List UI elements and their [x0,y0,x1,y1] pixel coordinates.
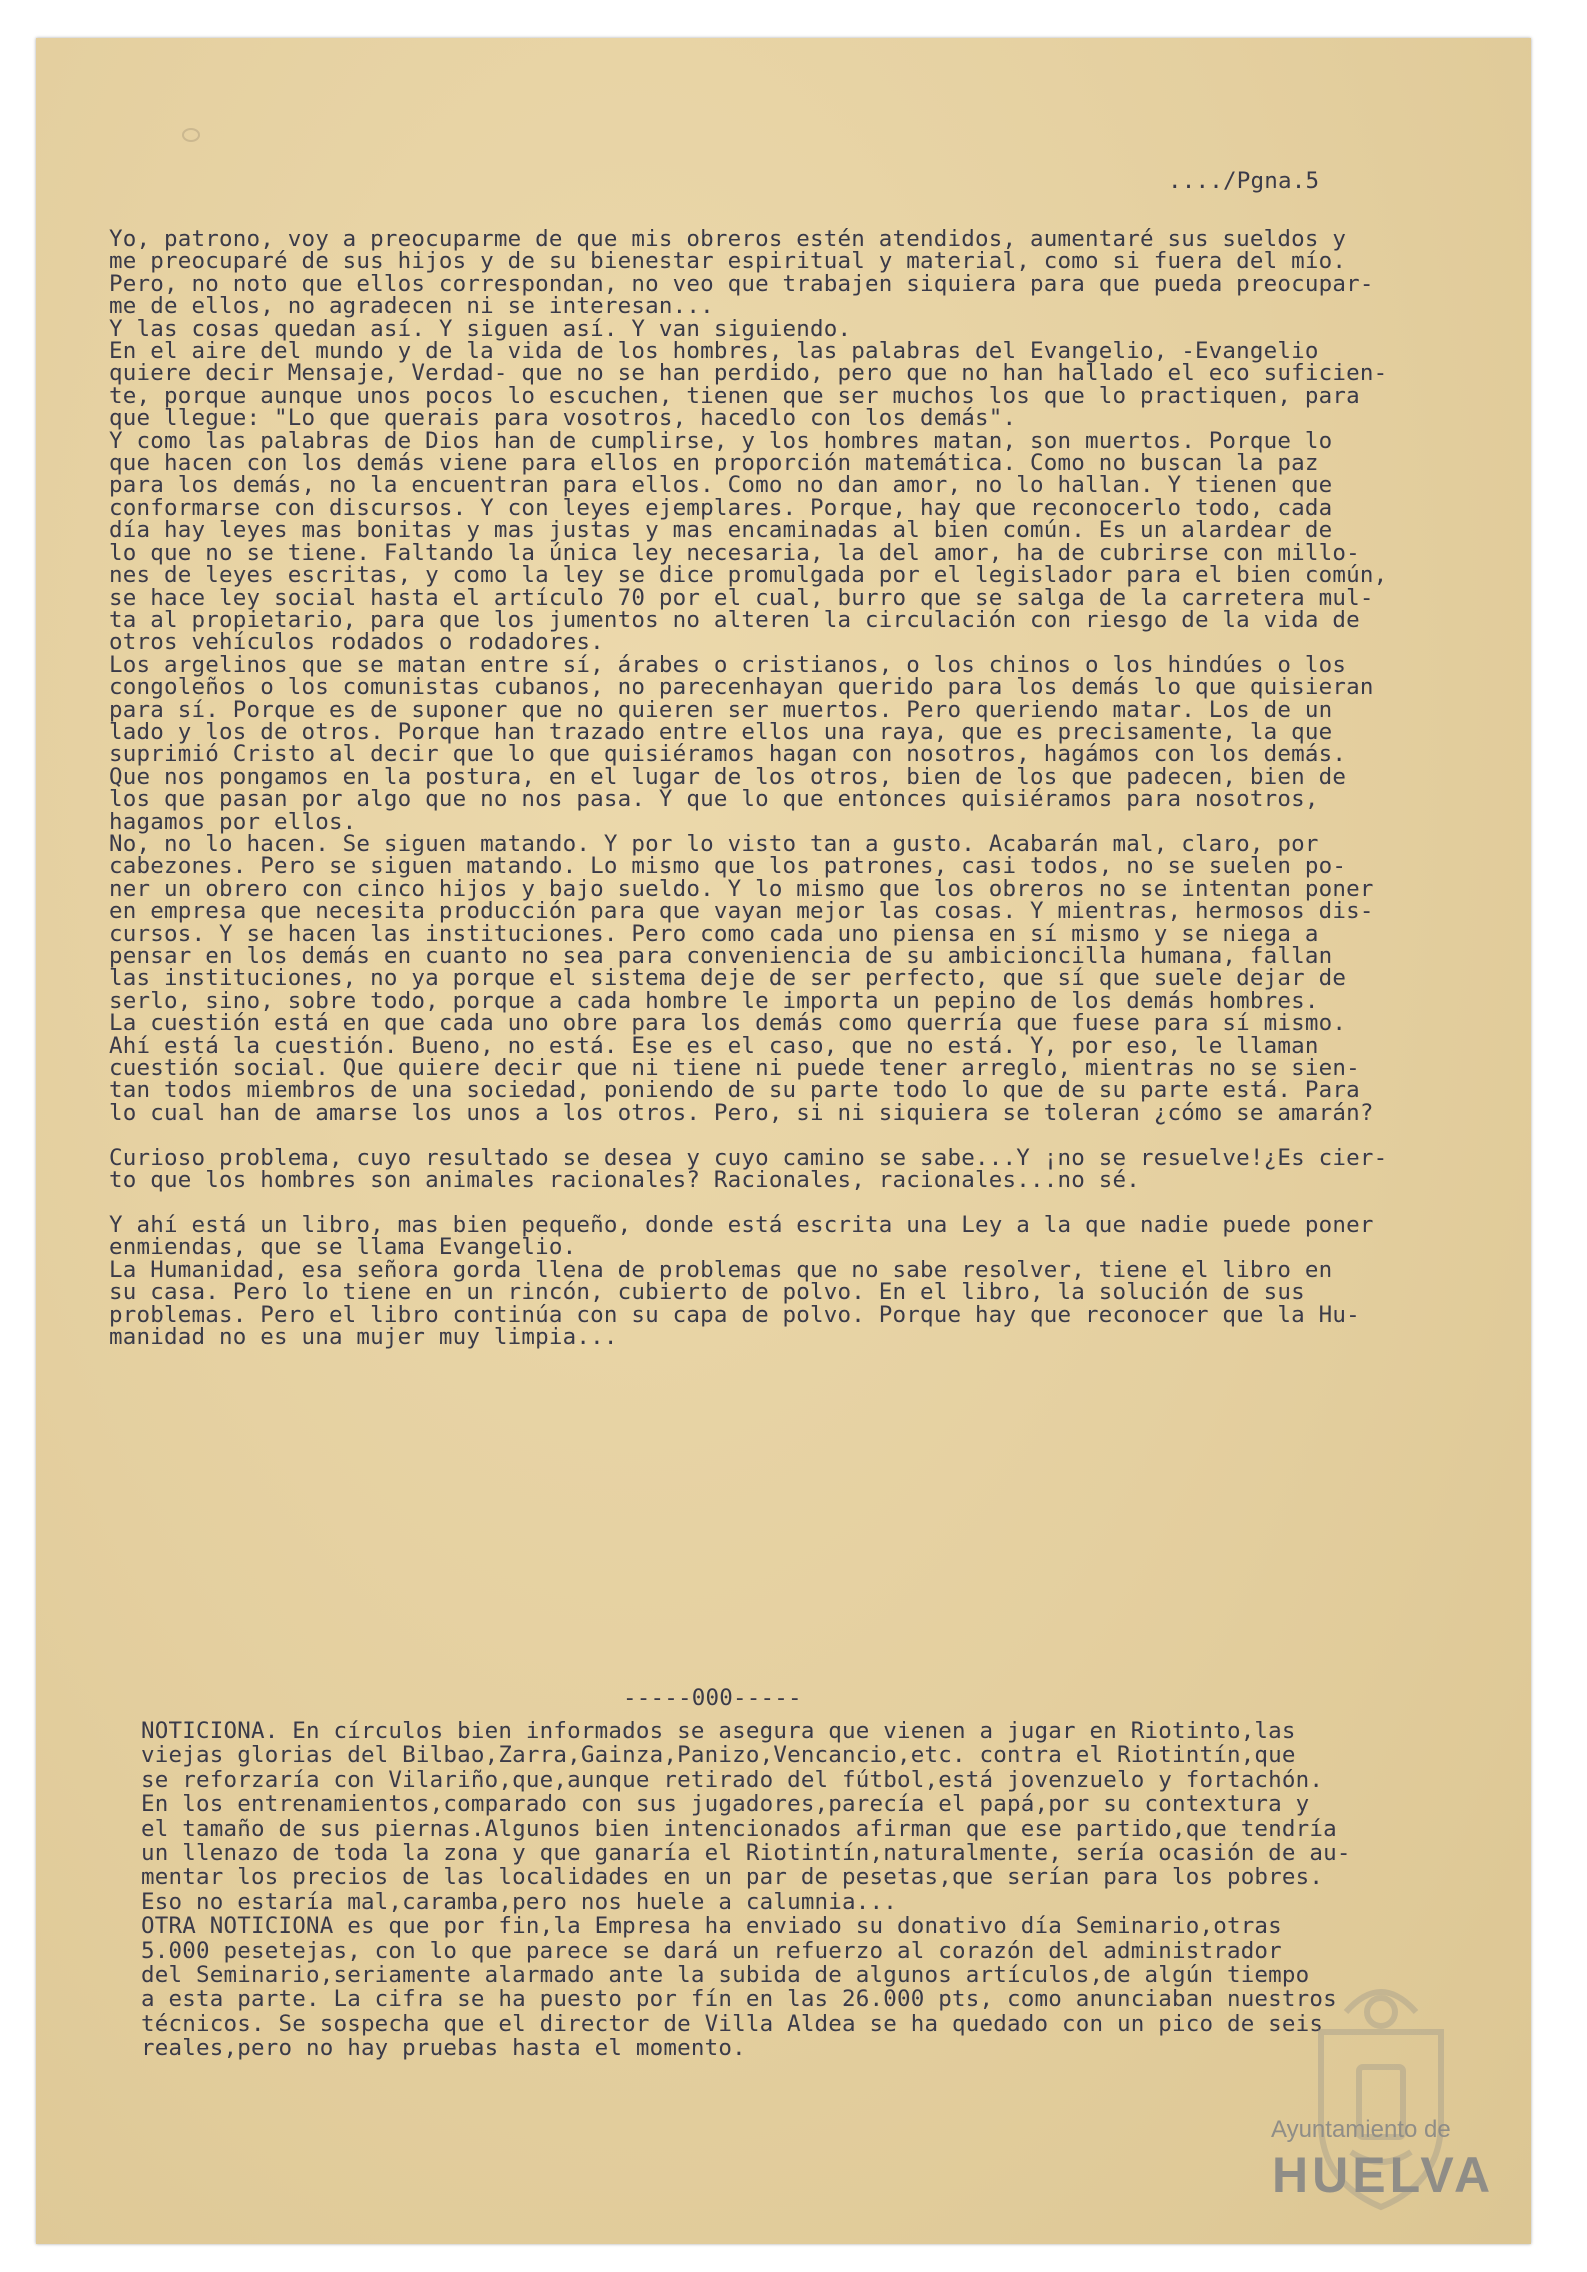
document-page [36,38,1531,2244]
page-number: ..../Pgna.5 [1168,168,1320,194]
paper-stain [182,128,200,142]
watermark-line-2: HUELVA [1272,2147,1495,2203]
watermark-line-1: Ayuntamiento de [1271,2116,1451,2143]
news-notes: NOTICIONA. En círculos bien informados se asegura que vienen a jugar en Riotinto,las viejas glorias del Bilbao,Zarra,Gainza,Panizo,Vencancio,etc. contra el Riotintín,que se reforzaría con Vilariño,que,aunque retirado del fútbol,está jovenzuelo y fortachón. En los entrenamientos,comparado con sus jugadores,parecía el papá,por su contextura y el tamaño de sus piernas.Algunos bien intencionados afirman que ese partido,que tendría un llenazo de toda la zona y que ganaría el Riotintín,naturalmente, sería ocasión de au- mentar los precios de las localidades en un par de pesetas,que serían para los pobres. Eso no estaría mal,caramba,pero nos huele a calumnia... OTRA NOTICIONA es que por fin,la Empresa ha enviado su donativo día Seminario,otras 5.000 pesetejas, con lo que parece se dará un refuerzo al corazón del administrador del Seminario,seriamente alarmado ante la subida de algunos artículos,de algún tiempo a esta parte. La cifra se ha puesto por fín en las 26.000 pts, como anunciaban nuestros técnicos. Se sospecha que el director de Villa Aldea se ha quedado con un pico de seis reales,pero no hay pruebas hasta el momento. [141,1718,1351,2062]
main-text: Yo, patrono, voy a preocuparme de que mis obreros estén atendidos, aumentaré sus sueldos y me preocuparé de sus hijos y de su bienestar espiritual y material, como si fuera del mío. Pero, no noto que ellos correspondan, no veo que trabajen siquiera para que pueda preocupar- me de ellos, no agradecen ni se interesan... Y las cosas quedan así. Y siguen así. Y van siguiendo. En el aire del mundo y de la vida de los hombres, las palabras del Evangelio, -Evangelio quiere decir Mensaje, Verdad- que no se han perdido, pero que no han hallado el eco suficien- te, porque aunque unos pocos lo escuchen, tienen que ser muchos los que lo practiquen, para que llegue: "Lo que querais para vosotros, hacedlo con los demás". Y como las palabras de Dios han de cumplirse, y los hombres matan, son muertos. Porque lo que hacen con los demás viene para ellos en proporción matemática. Como no buscan la paz para los demás, no la encuentran para ellos. Como no dan amor, no lo hallan. Y tienen que conformarse con discursos. Y con leyes ejemplares. Porque, hay que reconocerlo todo, cada día hay leyes mas bonitas y mas justas y mas encaminadas al bien común. Es un alardear de lo que no se tiene. Faltando la única ley necesaria, la del amor, ha de cubrirse con millo- nes de leyes escritas, y como la ley se dice promulgada por el legislador para el bien común, se hace ley social hasta el artículo 70 por el cual, burro que se salga de la carretera mul- ta al propietario, para que los jumentos no alteren la circulación con riesgo de la vida de otros vehículos rodados o rodadores. Los argelinos que se matan entre sí, árabes o cristianos, o los chinos o los hindúes o los congoleños o los comunistas cubanos, no parecenhayan querido para los demás lo que quisieran para sí. Porque es de suponer que no quieren ser muertos. Pero queriendo matar. Los de un lado y los de otros. Porque han trazado entre ellos una raya, que es precisamente, la que suprimió Cristo al decir que lo que quisiéramos hagan con nosotros, hagámos con los demás. Que nos pongamos en la postura, en el lugar de los otros, bien de los que padecen, bien de los que pasan por algo que no nos pasa. Y que lo que entonces quisiéramos para nosotros, hagamos por ellos. No, no lo hacen. Se siguen matando. Y por lo visto tan a gusto. Acabarán mal, claro, por cabezones. Pero se siguen matando. Lo mismo que los patrones, casi todos, no se suelen po- ner un obrero con cinco hijos y bajo sueldo. Y lo mismo que los obreros no se intentan poner en empresa que necesita producción para que vayan mejor las cosas. Y mientras, hermosos dis- cursos. Y se hacen las instituciones. Pero como cada uno piensa en sí mismo y se niega a pensar en los demás en cuanto no sea para conveniencia de su ambicioncilla humana, fallan las instituciones, no ya porque el sistema deje de ser perfecto, que sí que suele dejar de serlo, sino, sobre todo, porque a cada hombre le importa un pepino de los demás hombres. La cuestión está en que cada uno obre para los demás como querría que fuese para sí mismo. Ahí está la cuestión. Bueno, no está. Ese es el caso, que no está. Y, por eso, le llaman cuestión social. Que quiere decir que ni tiene ni puede tener arreglo, mientras no se sien- tan todos miembros de una sociedad, poniendo de su parte todo lo que de su parte está. Para lo cual han de amarse los unos a los otros. Pero, si ni siquiera se toleran ¿cómo se amarán? Curioso problema, cuyo resultado se desea y cuyo camino se sabe...Y ¡no se resuelve!¿Es cier- to que los hombres son animales racionales? Racionales, racionales...no sé. Y ahí está un libro, mas bien pequeño, donde está escrita una Ley a la que nadie puede poner enmiendas, que se llama Evangelio. La Humanidad, esa señora gorda llena de problemas que no sabe resolver, tiene el libro en su casa. Pero lo tiene en un rincón, cubierto de polvo. En el libro, la solución de sus problemas. Pero el libro continúa con su capa de polvo. Porque hay que reconocer que la Hu- manidad no es una mujer muy limpia... [109,226,1388,1350]
section-separator: -----000----- [623,1685,802,1711]
